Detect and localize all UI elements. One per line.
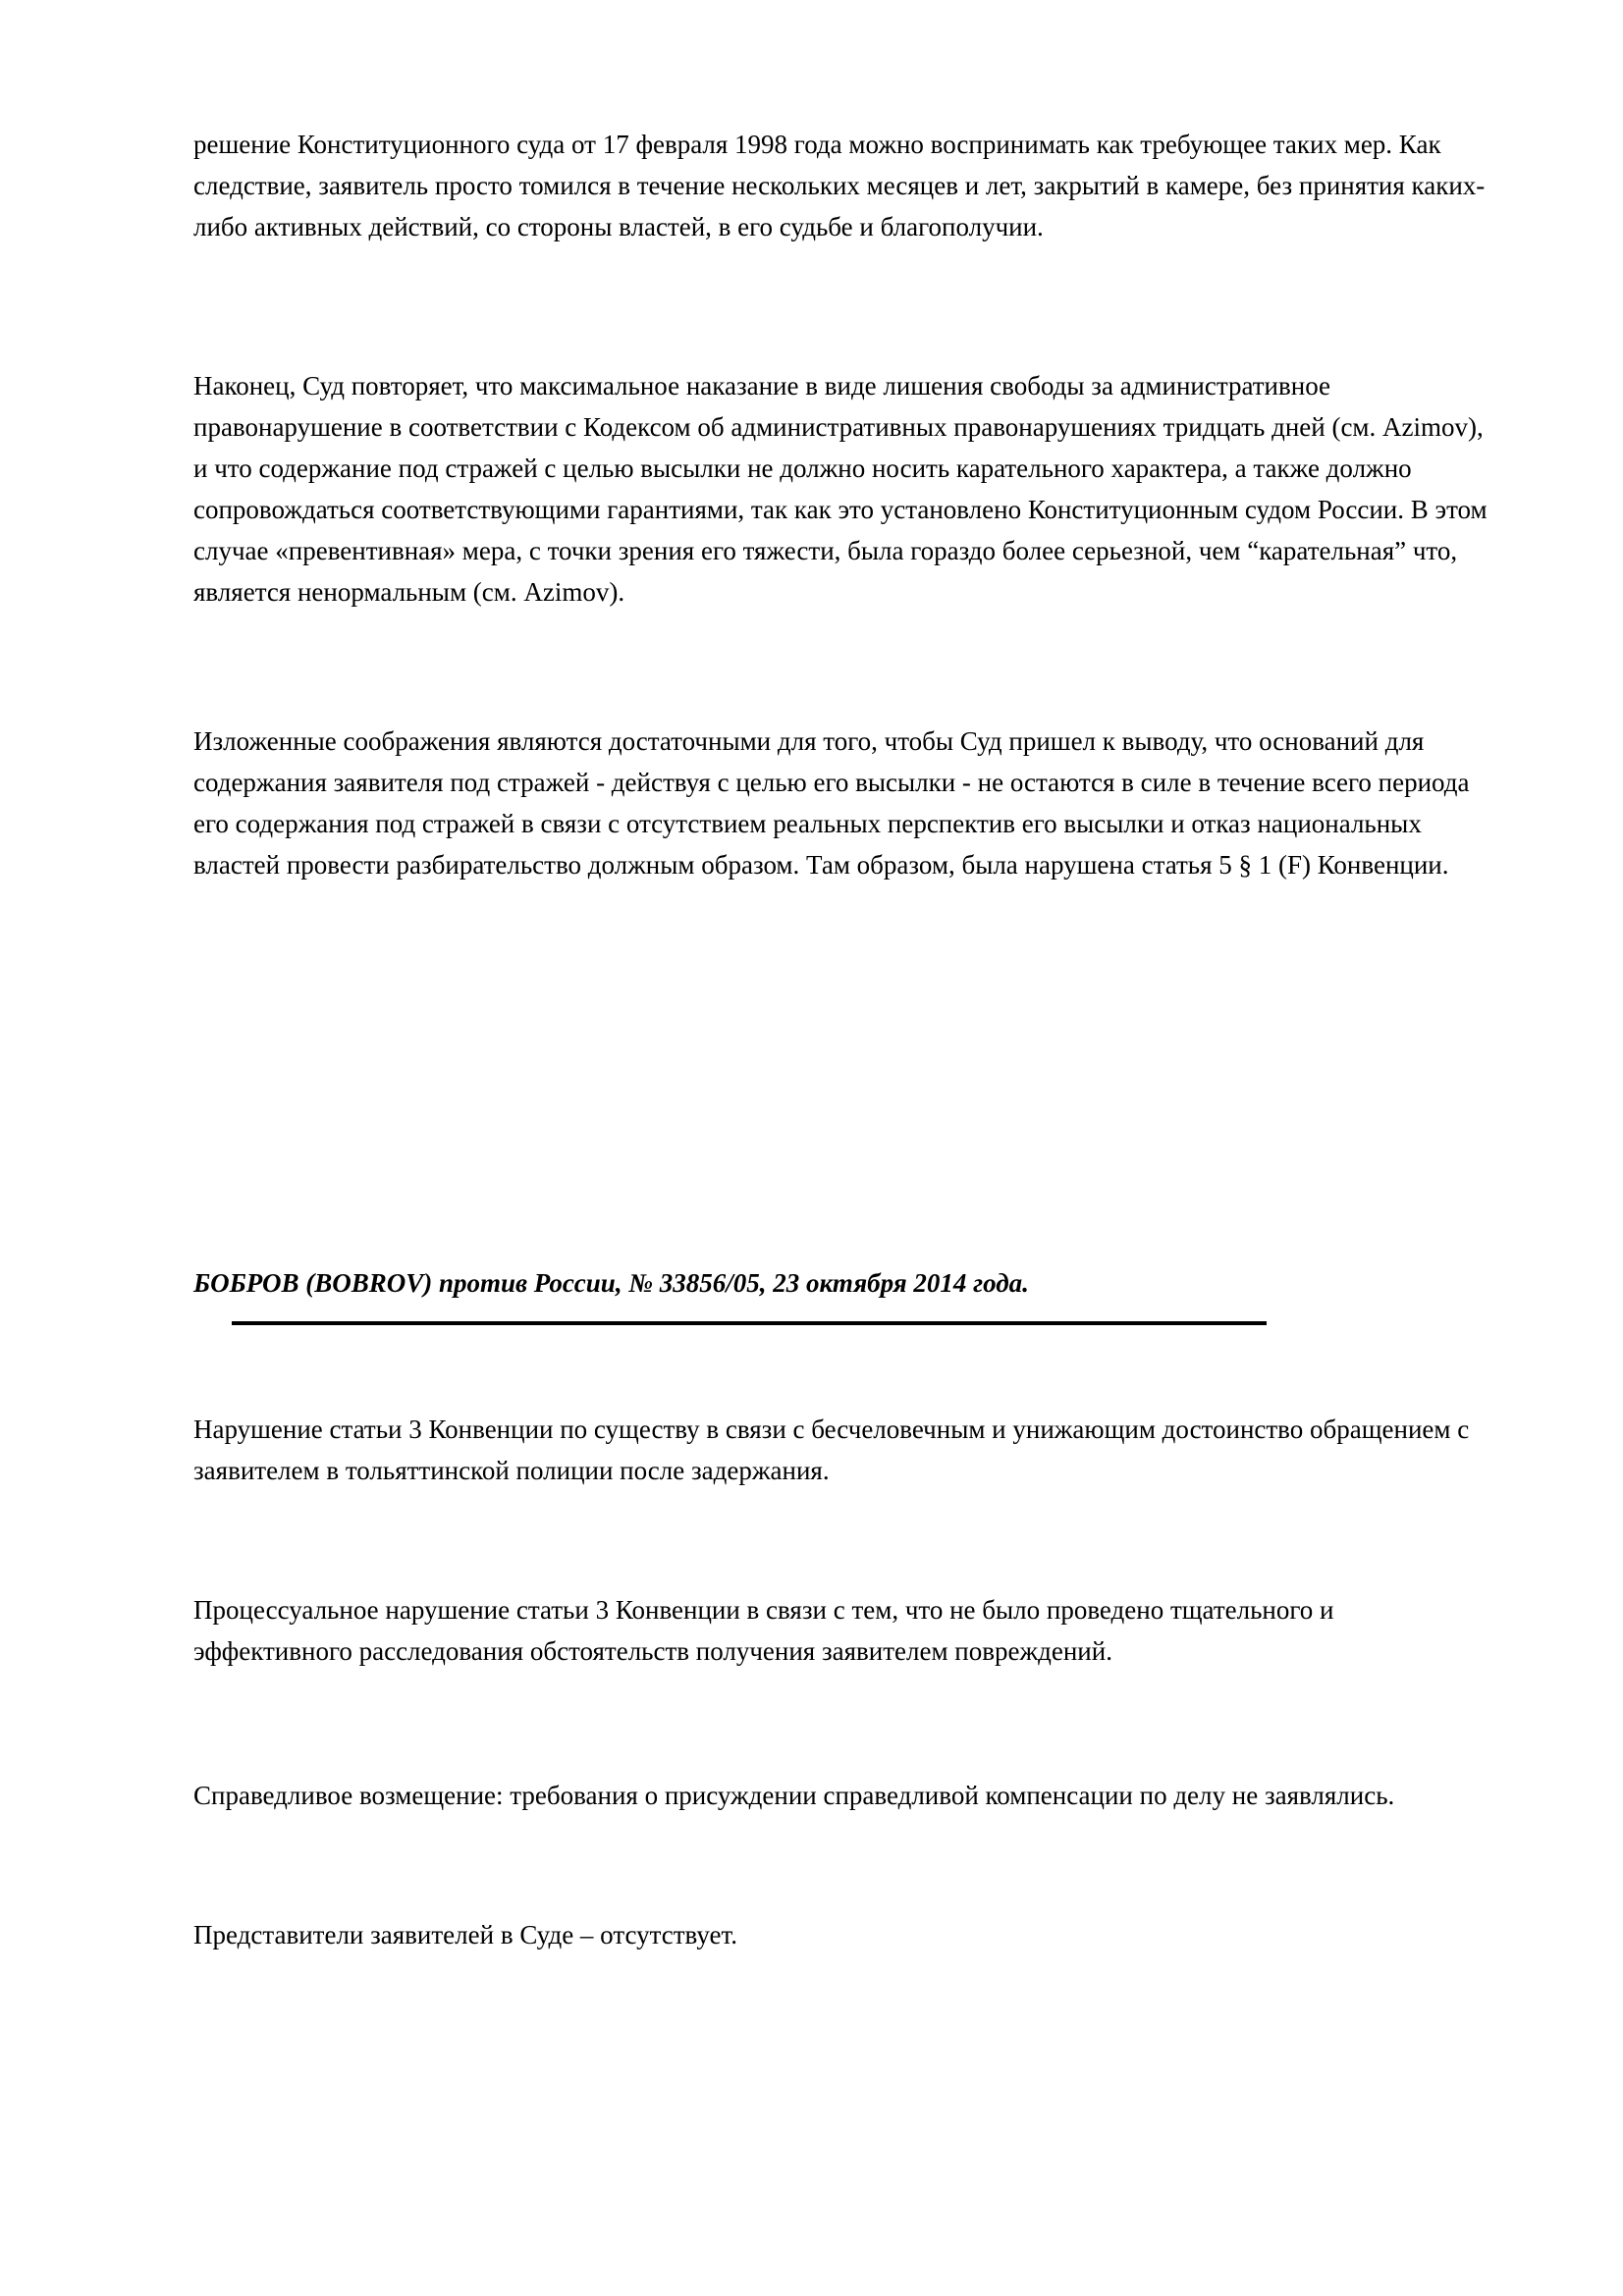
case-title: БОБРОВ (BOBROV) против России, № 33856/05, 23 октября 2014 года. — [193, 1268, 1029, 1298]
paragraph-just-satisfaction: Справедливое возмещение: требования о присуждении справедливой компенсации по делу не заявлялись. — [193, 1781, 1395, 1810]
heading-underline — [232, 1321, 1267, 1325]
paragraph-article3-substantive: Нарушение статьи 3 Конвенции по существу в связи с бесчеловечным и унижающим достоинство обращением с заявителем в тольяттинской полиции после задержания. — [193, 1415, 1470, 1485]
document-content — [193, 0, 1489, 1955]
paragraph-detention-inaction: решение Конституционного суда от 17 февраля 1998 года можно воспринимать как требующее таких мер. Как следствие, заявитель просто томился в течение нескольких месяцев и лет, закрытий в камере, без принятия каких-либо активных действий, со стороны властей, в его судьбе и благополучии. — [193, 130, 1486, 241]
paragraph-court-conclusion: Изложенные соображения являются достаточными для того, чтобы Суд пришел к выводу, что оснований для содержания заявителя под стражей - действуя с целью его высылки - не остаются в силе в течение всего периода его содержания под стражей в связи с отсутствием реальных перспектив его высылки и отказ национальных властей провести разбирательство должным образом. Там образом, была нарушена статья 5 § 1 (F) Конвенции. — [193, 726, 1470, 880]
paragraph-maximum-penalty: Наконец, Суд повторяет, что максимальное наказание в виде лишения свободы за административное правонарушение в соответствии с Кодексом об административных правонарушениях тридцать дней (см. Azimov), и что содержание под стражей с целью высылки не должно носить карательного характера, а также должно сопровождаться соответствующими гарантиями, так как это установлено Конституционным судом России. В этом случае «превентивная» мера, с точки зрения его тяжести, была гораздо более серьезной, чем “карательная” что, является ненормальным (см. Azimov). — [193, 371, 1488, 607]
paragraph-representatives: Представители заявителей в Суде – отсутствует. — [193, 1920, 737, 1949]
paragraph-article3-procedural: Процессуальное нарушение статьи 3 Конвенции в связи с тем, что не было проведено тщательного и эффективного расследования обстоятельств получения заявителем повреждений. — [193, 1595, 1334, 1666]
